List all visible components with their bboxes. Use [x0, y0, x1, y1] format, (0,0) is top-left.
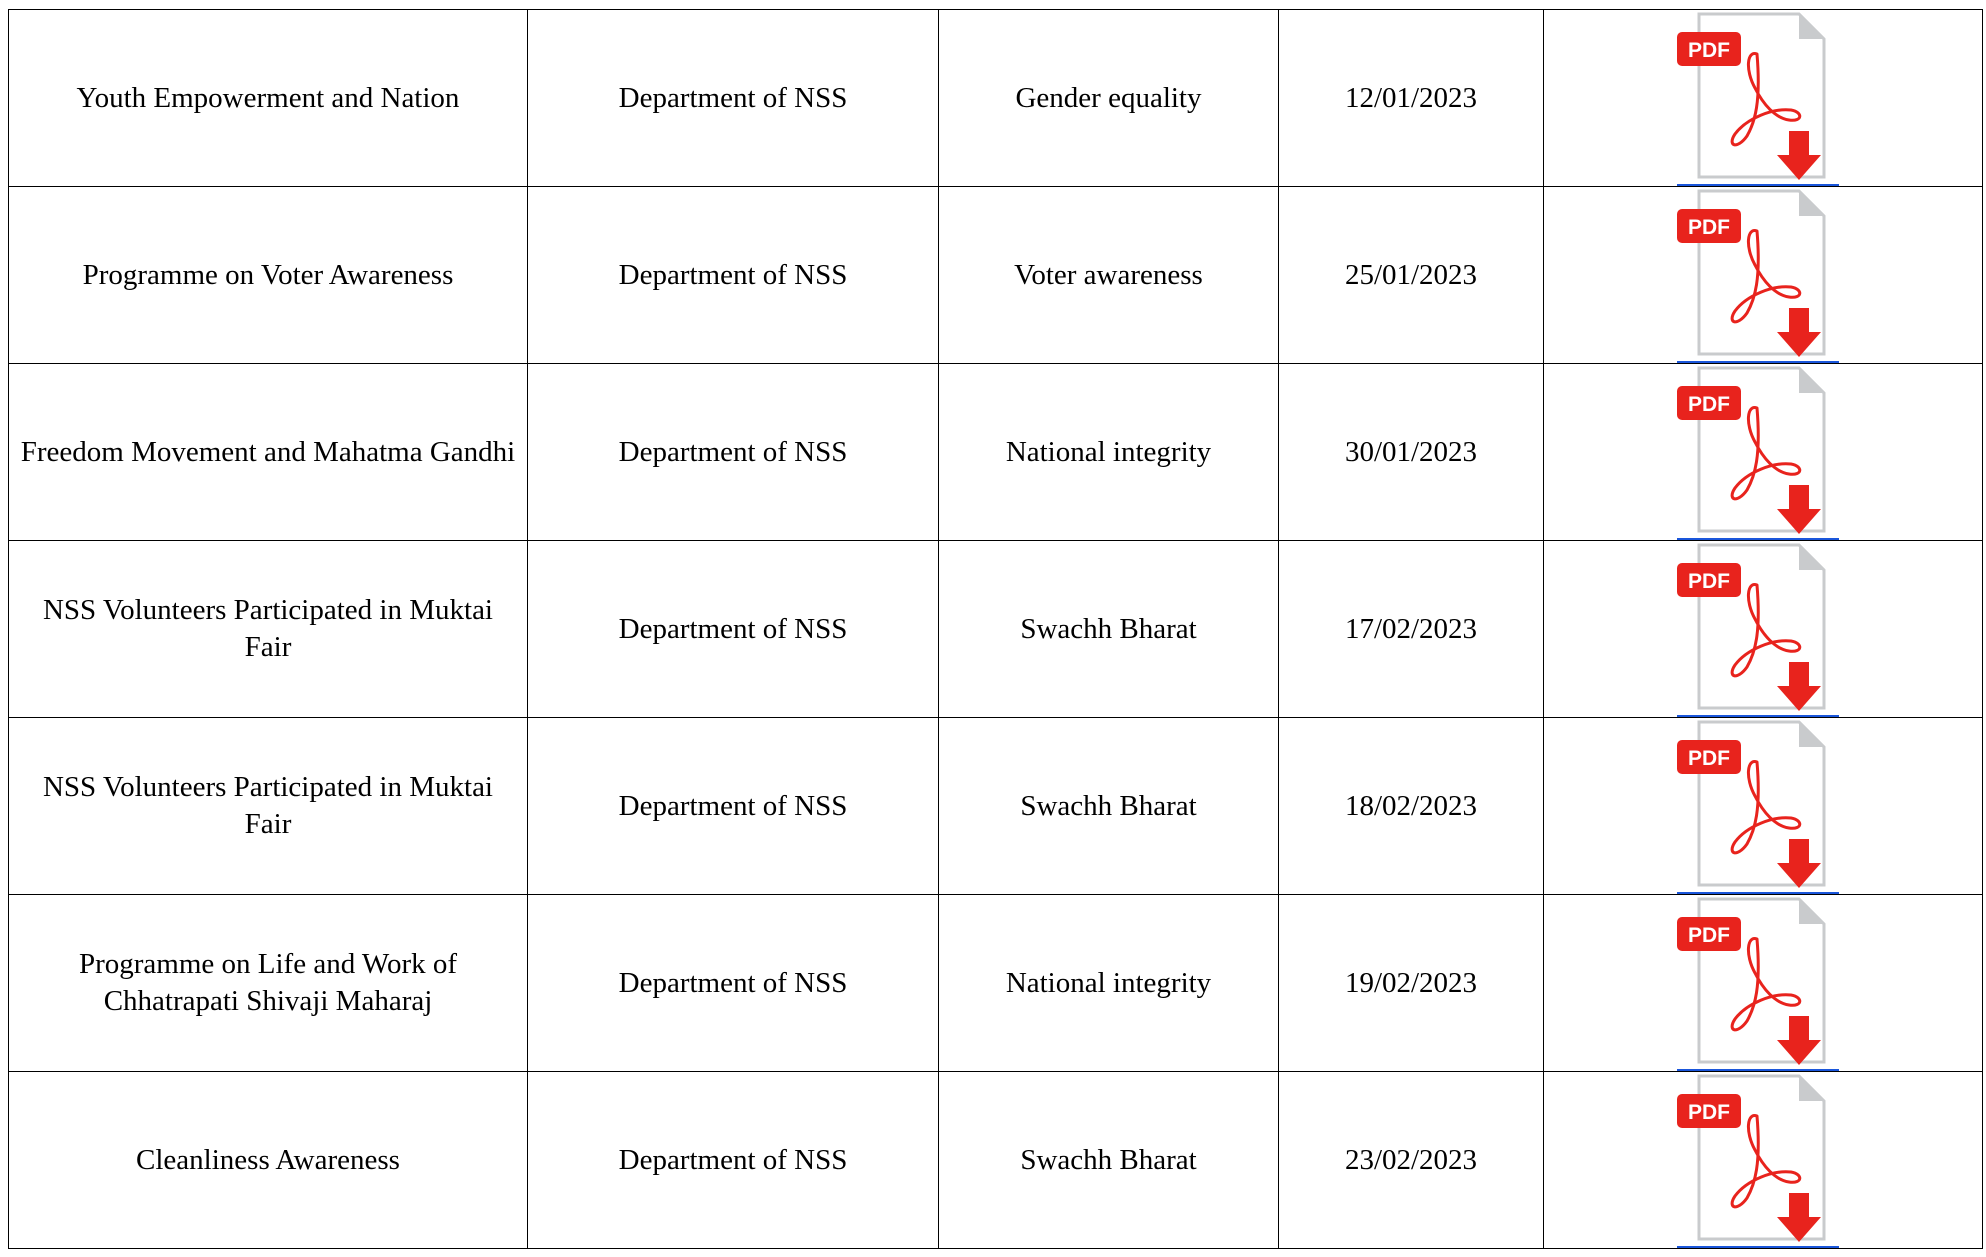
- department-cell: Department of NSS: [528, 541, 939, 718]
- table-row: [9, 10, 1983, 187]
- theme-cell: Swachh Bharat: [939, 718, 1279, 895]
- pdf-download-link[interactable]: [1677, 718, 1839, 894]
- pdf-download-icon: [1677, 541, 1839, 715]
- page-fold-shape: [1799, 545, 1824, 570]
- file-cell: [1544, 10, 1983, 187]
- event-title-cell: Cleanliness Awareness: [9, 1072, 528, 1249]
- department-cell: Department of NSS: [528, 187, 939, 364]
- pdf-badge-label: PDF: [1688, 570, 1730, 593]
- date-cell: 12/01/2023: [1279, 10, 1544, 187]
- pdf-badge-label: PDF: [1688, 39, 1730, 62]
- theme-cell: Voter awareness: [939, 187, 1279, 364]
- date-cell: 17/02/2023: [1279, 541, 1544, 718]
- pdf-download-link[interactable]: [1677, 541, 1839, 717]
- page-fold-shape: [1799, 368, 1824, 393]
- pdf-download-icon: [1677, 1072, 1839, 1246]
- file-cell: [1544, 1072, 1983, 1249]
- page-fold-shape: [1799, 14, 1824, 39]
- date-cell: 19/02/2023: [1279, 895, 1544, 1072]
- pdf-download-icon: [1677, 895, 1839, 1069]
- pdf-badge-label: PDF: [1688, 747, 1730, 770]
- table-row: [9, 895, 1983, 1072]
- page-fold-shape: [1799, 1076, 1824, 1101]
- file-cell: [1544, 895, 1983, 1072]
- event-title-cell: NSS Volunteers Participated in Muktai Fair: [9, 718, 528, 895]
- department-cell: Department of NSS: [528, 895, 939, 1072]
- pdf-download-icon: [1677, 187, 1839, 361]
- page-fold-shape: [1799, 899, 1824, 924]
- department-cell: Department of NSS: [528, 718, 939, 895]
- pdf-badge-label: PDF: [1688, 1101, 1730, 1124]
- department-cell: Department of NSS: [528, 364, 939, 541]
- pdf-badge-label: PDF: [1688, 393, 1730, 416]
- theme-cell: Swachh Bharat: [939, 541, 1279, 718]
- file-cell: [1544, 187, 1983, 364]
- theme-cell: National integrity: [939, 895, 1279, 1072]
- theme-cell: Swachh Bharat: [939, 1072, 1279, 1249]
- file-cell: [1544, 364, 1983, 541]
- event-title-cell: Freedom Movement and Mahatma Gandhi: [9, 364, 528, 541]
- pdf-badge-label: PDF: [1688, 924, 1730, 947]
- event-title-cell: Programme on Life and Work of Chhatrapati Shivaji Maharaj: [9, 895, 528, 1072]
- page-fold-shape: [1799, 191, 1824, 216]
- pdf-badge-label: PDF: [1688, 216, 1730, 239]
- pdf-download-link[interactable]: [1677, 187, 1839, 363]
- table-row: [9, 187, 1983, 364]
- date-cell: 25/01/2023: [1279, 187, 1544, 364]
- pdf-download-link[interactable]: [1677, 1072, 1839, 1248]
- date-cell: 18/02/2023: [1279, 718, 1544, 895]
- events-table: [8, 9, 1983, 1249]
- pdf-download-link[interactable]: [1677, 10, 1839, 186]
- date-cell: 30/01/2023: [1279, 364, 1544, 541]
- date-cell: 23/02/2023: [1279, 1072, 1544, 1249]
- file-cell: [1544, 541, 1983, 718]
- pdf-download-link[interactable]: [1677, 895, 1839, 1071]
- page-fold-shape: [1799, 722, 1824, 747]
- department-cell: Department of NSS: [528, 10, 939, 187]
- table-row: [9, 1072, 1983, 1249]
- pdf-download-icon: [1677, 364, 1839, 538]
- pdf-download-icon: [1677, 10, 1839, 184]
- event-title-cell: NSS Volunteers Participated in Muktai Fair: [9, 541, 528, 718]
- events-table-body: [9, 10, 1983, 1249]
- department-cell: Department of NSS: [528, 1072, 939, 1249]
- table-row: [9, 541, 1983, 718]
- table-row: [9, 718, 1983, 895]
- event-title-cell: Youth Empowerment and Nation: [9, 10, 528, 187]
- theme-cell: National integrity: [939, 364, 1279, 541]
- theme-cell: Gender equality: [939, 10, 1279, 187]
- event-title-cell: Programme on Voter Awareness: [9, 187, 528, 364]
- table-row: [9, 364, 1983, 541]
- file-cell: [1544, 718, 1983, 895]
- pdf-download-link[interactable]: [1677, 364, 1839, 540]
- pdf-download-icon: [1677, 718, 1839, 892]
